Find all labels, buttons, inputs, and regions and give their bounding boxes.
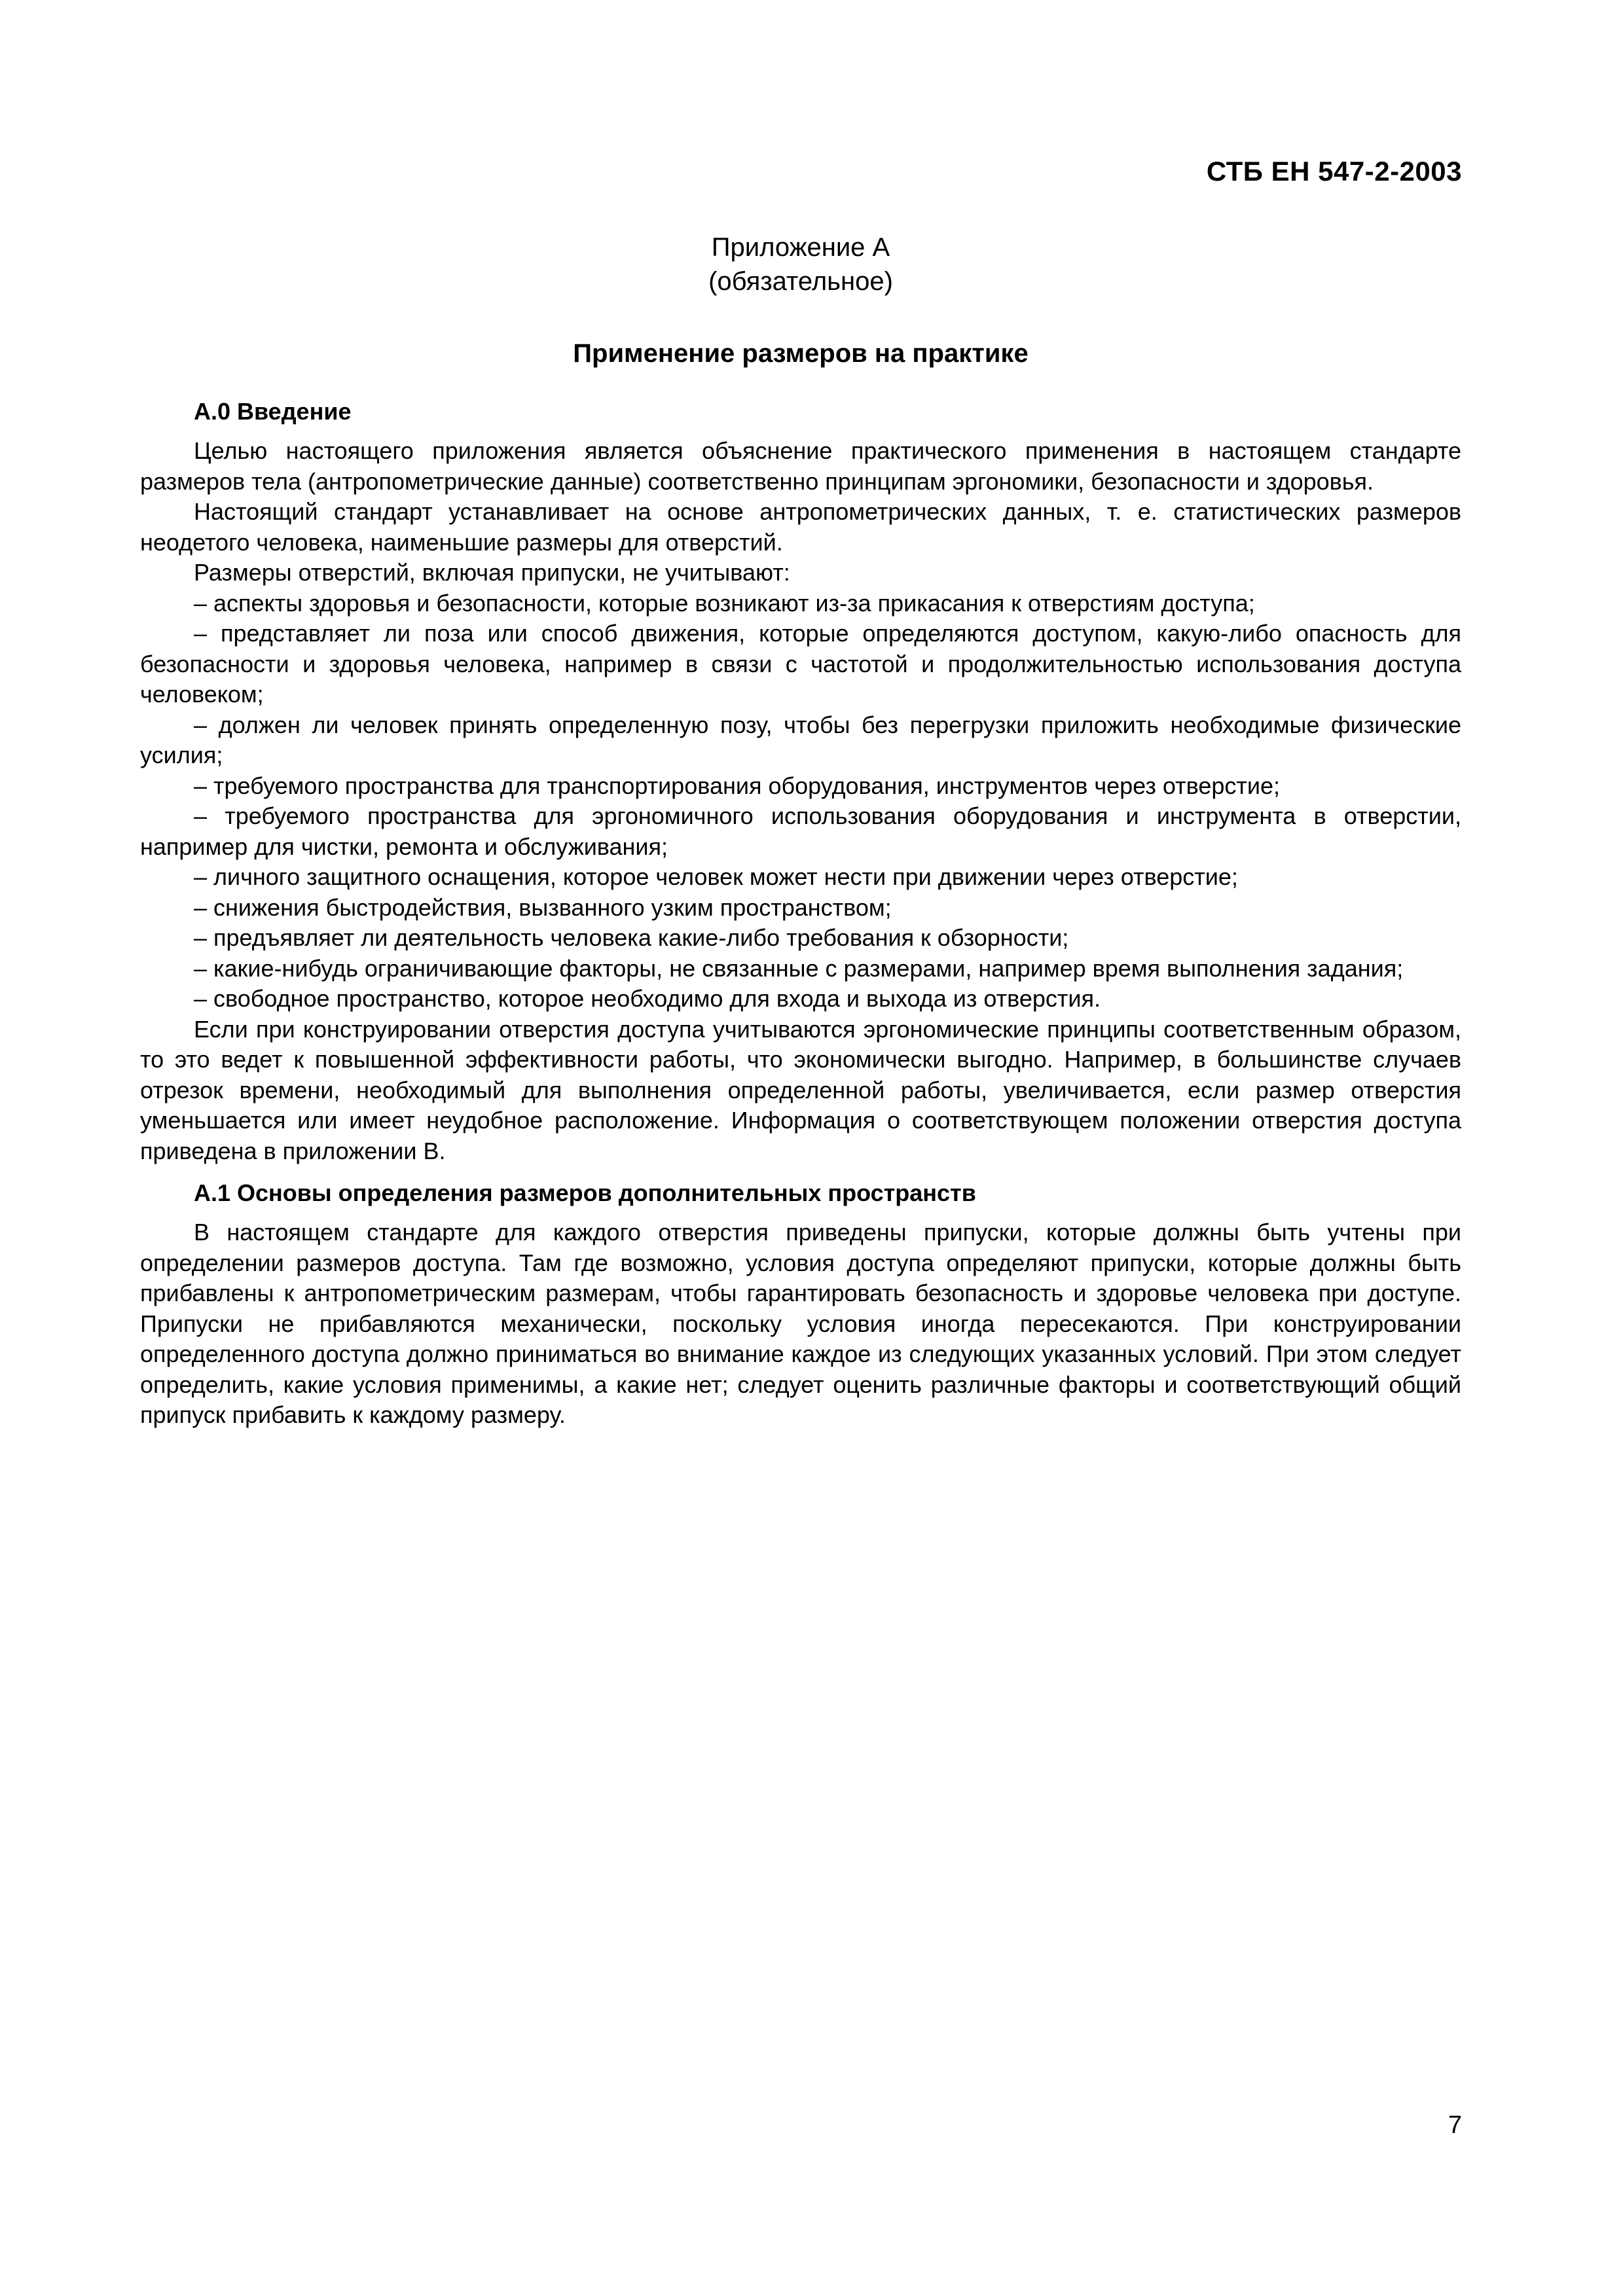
document-code: СТБ ЕН 547-2-2003 [1206, 156, 1462, 187]
section-a0-heading: А.0 Введение [194, 398, 352, 425]
list-item: – свободное пространство, которое необходимо для входа и выхода из отверстия. [194, 985, 1101, 1012]
paragraph: Настоящий стандарт устанавливает на основе антропометрических данных, т. е. статистических размеров неодетого человека, наименьшие размеры для отверстий. [140, 498, 1461, 556]
list-item: – аспекты здоровья и безопасности, которые возникают из-за прикасания к отверстиям доступа; [194, 589, 1255, 617]
list-item: – представляет ли поза или способ движения, которые определяются доступом, какую-либо опасность для безопасности и здоровья человека, например в связи с частотой и продолжительностью использования доступа человеком; [140, 620, 1461, 708]
annex-subtitle: (обязательное) [708, 267, 893, 296]
page-content [140, 230, 1461, 1431]
list-item: – какие-нибудь ограничивающие факторы, не связанные с размерами, например время выполнения задания; [194, 954, 1404, 982]
paragraph: Если при конструировании отверстия доступа учитываются эргономические принципы соответственным образом, то это ведет к повышенной эффективности работы, что экономически выгодно. Например, в большинстве случаев отрезок времени, необходимый для выполнения определенной работы, увеличивается, если размер отверстия уменьшается или имеет неудобное расположение. Информация о соответствующем положении отверстия доступа приведена в приложении В. [140, 1015, 1461, 1164]
annex-title: Приложение А [711, 233, 890, 262]
page-number: 7 [1448, 2111, 1462, 2139]
list-item: – предъявляет ли деятельность человека какие-либо требования к обзорности; [194, 924, 1069, 951]
paragraph: Целью настоящего приложения является объяснение практического применения в настоящем стандарте размеров тела (антропометрические данные) соответственно принципам эргономики, безопасности и здоровья. [140, 437, 1461, 495]
list-item: – должен ли человек принять определенную позу, чтобы без перегрузки приложить необходимые физические усилия; [140, 711, 1461, 768]
section-a0 [140, 397, 1461, 1166]
paragraph: Размеры отверстий, включая припуски, не учитывают: [194, 559, 790, 586]
section-a1 [140, 1178, 1461, 1431]
annex-heading: Применение размеров на практике [573, 339, 1029, 368]
list-item: – личного защитного оснащения, которое человек может нести при движении через отверстие; [194, 863, 1238, 890]
section-a1-heading: А.1 Основы определения размеров дополнительных пространств [194, 1179, 976, 1206]
list-item: – требуемого пространства для транспортирования оборудования, инструментов через отверстие; [194, 772, 1281, 799]
list-item: – требуемого пространства для эргономичного использования оборудования и инструмента в отверстии, например для чистки, ремонта и обслуживания; [140, 802, 1461, 860]
list-item: – снижения быстродействия, вызванного узким пространством; [194, 893, 892, 921]
paragraph: В настоящем стандарте для каждого отверстия приведены припуски, которые должны быть учтены при определении размеров доступа. Там где возможно, условия доступа определяют припуски, которые должны быть прибавлены к антропометрическим размерам, чтобы гарантировать безопасность и здоровье человека при доступе. Припуски не прибавляются механически, поскольку условия иногда пересекаются. При конструировании определенного доступа должно приниматься во внимание каждое из следующих указанных условий. При этом следует определить, какие условия применимы, а какие нет; следует оценить различные факторы и соответствующий общий припуск прибавить к каждому размеру. [140, 1219, 1461, 1428]
